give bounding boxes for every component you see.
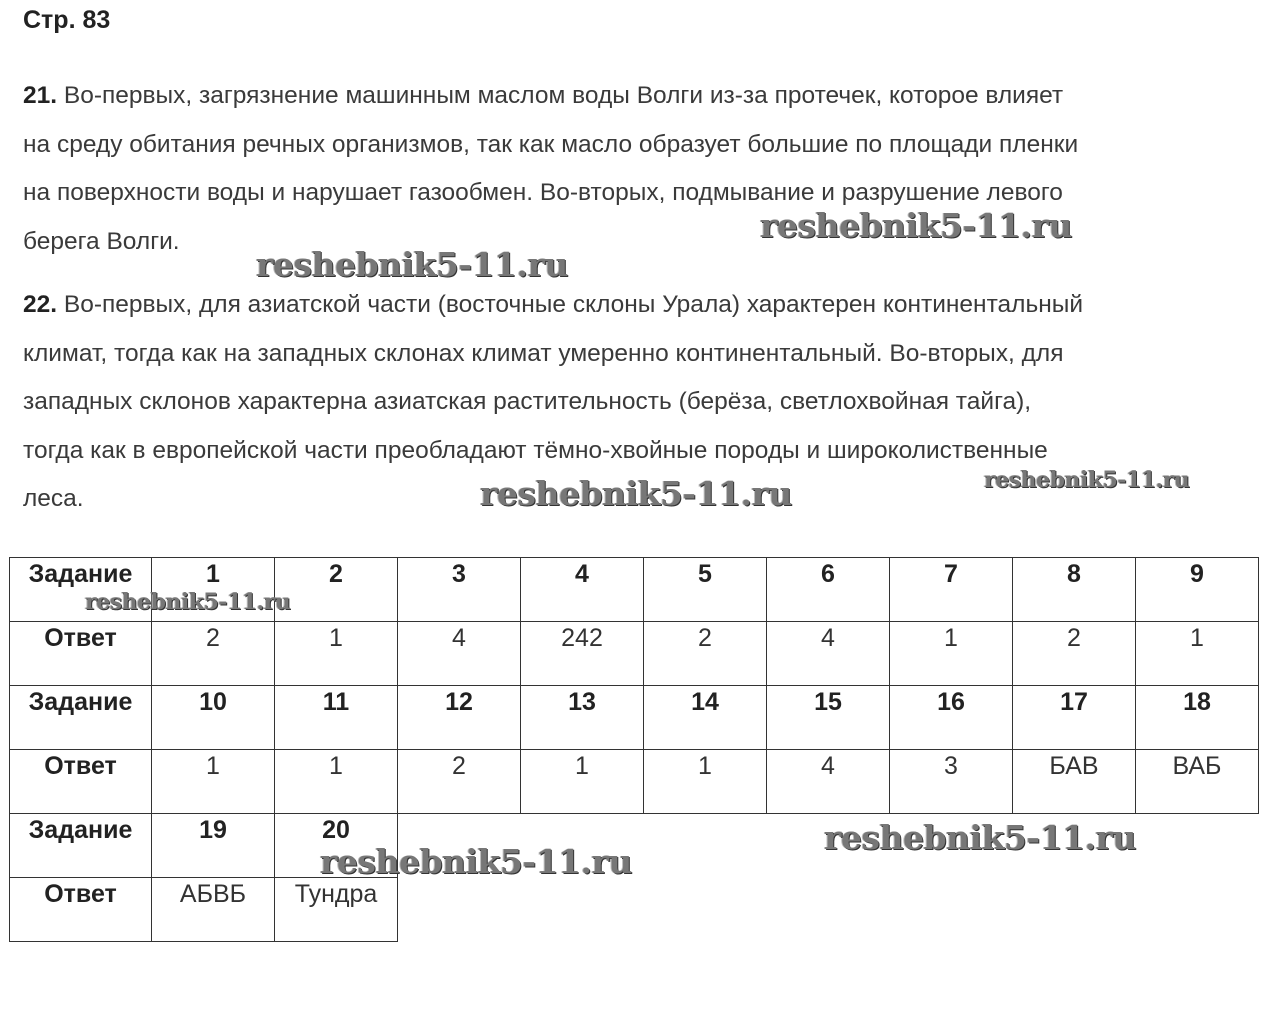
answer-value: 4 xyxy=(767,622,890,686)
task-number: 16 xyxy=(890,686,1013,750)
watermark: reshebnik5-11.ru xyxy=(760,206,1072,245)
answer-value: 2 xyxy=(152,622,275,686)
answer-label: Ответ xyxy=(10,878,152,942)
empty-cell xyxy=(767,878,890,942)
page-label: Стр. 83 xyxy=(23,6,111,34)
answer-text: на среду обитания речных организмов, так как масло образует большие по площади пленки xyxy=(23,130,1079,158)
answer-value: 1 xyxy=(152,750,275,814)
watermark: reshebnik5-11.ru xyxy=(480,474,792,513)
answer-value: АБВБ xyxy=(152,878,275,942)
task-number: 6 xyxy=(767,558,890,622)
answer-text: берега Волги. xyxy=(23,227,180,255)
answer-text: Во-первых, для азиатской части (восточные склоны Урала) характерен континентальный xyxy=(63,291,1084,318)
task-number: 10 xyxy=(152,686,275,750)
task-number: 15 xyxy=(767,686,890,750)
task-number: 18 xyxy=(1136,686,1259,750)
answer-text: западных склонов характерна азиатская растительность (берёза, светлохвойная тайга), xyxy=(23,388,1032,415)
answer-value: Тундра xyxy=(275,878,398,942)
answer-label: Ответ xyxy=(10,622,152,686)
answer-text: леса. xyxy=(23,485,84,512)
task-number: 14 xyxy=(644,686,767,750)
watermark: reshebnik5-11.ru xyxy=(256,245,568,284)
task-number: 3 xyxy=(398,558,521,622)
answer-value: 2 xyxy=(398,750,521,814)
answer-value: 2 xyxy=(644,622,767,686)
answer-value: 1 xyxy=(275,750,398,814)
task-number: 12 xyxy=(398,686,521,750)
answer-value: 1 xyxy=(275,622,398,686)
watermark: reshebnik5-11.ru xyxy=(85,589,291,615)
answer-row xyxy=(10,622,1259,686)
watermark: reshebnik5-11.ru xyxy=(824,818,1136,857)
answer-label: Ответ xyxy=(10,750,152,814)
answer-value: 1 xyxy=(890,622,1013,686)
answer-value: 4 xyxy=(398,622,521,686)
task-number: 8 xyxy=(1013,558,1136,622)
task-number: 4 xyxy=(521,558,644,622)
task-number: 7 xyxy=(890,558,1013,622)
answer-value: ВАБ xyxy=(1136,750,1259,814)
answer-21 xyxy=(23,72,1263,266)
task-number: 5 xyxy=(644,558,767,622)
empty-cell xyxy=(398,878,521,942)
task-label: Задание xyxy=(10,686,152,750)
empty-cell xyxy=(521,878,644,942)
answer-value: 242 xyxy=(521,622,644,686)
answer-number: 22. xyxy=(23,291,58,318)
answer-text: на поверхности воды и нарушает газообмен. Во-вторых, подмывание и разрушение левого xyxy=(23,179,1063,206)
empty-cell xyxy=(644,814,767,878)
answer-text: Во-первых, загрязнение машинным маслом воды Волги из-за протечек, которое влияет xyxy=(63,82,1064,109)
answer-value: 1 xyxy=(1136,622,1259,686)
empty-cell xyxy=(1136,878,1259,942)
task-label: Задание xyxy=(10,814,152,878)
empty-cell xyxy=(1013,878,1136,942)
answer-value: 1 xyxy=(644,750,767,814)
answer-text: тогда как в европейской части преобладают тёмно-хвойные породы и широколиственные xyxy=(23,436,1048,464)
task-number: 19 xyxy=(152,814,275,878)
empty-cell xyxy=(890,878,1013,942)
task-number: 9 xyxy=(1136,558,1259,622)
task-row xyxy=(10,686,1259,750)
answer-value: 2 xyxy=(1013,622,1136,686)
watermark: reshebnik5-11.ru xyxy=(320,842,632,881)
answer-value: 1 xyxy=(521,750,644,814)
task-number: 2 xyxy=(275,558,398,622)
answer-row xyxy=(10,878,1259,942)
task-label: Задание xyxy=(10,558,152,622)
task-number: 17 xyxy=(1013,686,1136,750)
answer-value: 3 xyxy=(890,750,1013,814)
task-number: 20 xyxy=(275,814,398,878)
answer-value: БАВ xyxy=(1013,750,1136,814)
task-number: 13 xyxy=(521,686,644,750)
answer-row xyxy=(10,750,1259,814)
answer-value: 4 xyxy=(767,750,890,814)
empty-cell xyxy=(1136,814,1259,878)
empty-cell xyxy=(644,878,767,942)
task-number: 11 xyxy=(275,686,398,750)
task-number: 1 xyxy=(152,558,275,622)
answer-text: климат, тогда как на западных склонах климат умеренно континентальный. Во-вторых, для xyxy=(23,339,1064,367)
watermark: reshebnik5-11.ru xyxy=(984,467,1190,493)
answer-number: 21. xyxy=(23,82,58,109)
